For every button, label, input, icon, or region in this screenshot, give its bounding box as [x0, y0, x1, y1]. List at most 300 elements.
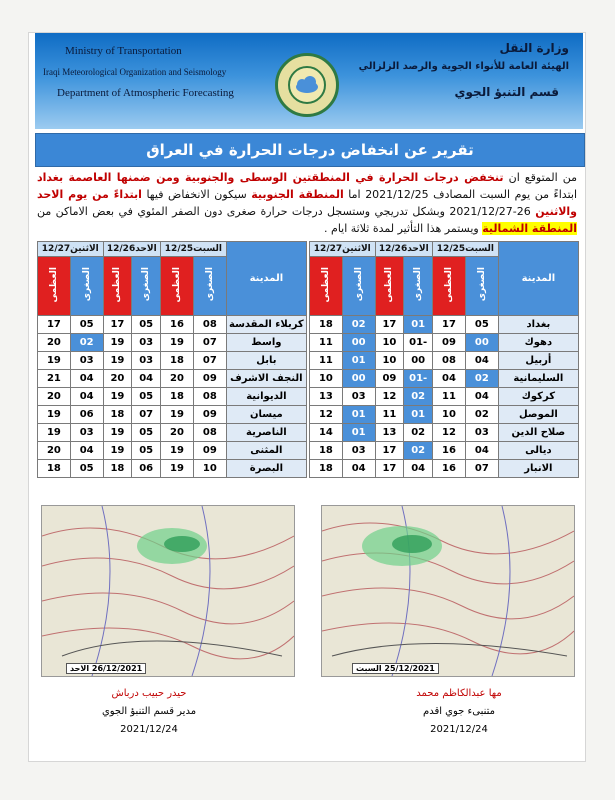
table-row — [38, 424, 307, 442]
temperature-cell — [342, 460, 375, 478]
temperature-value: 13 — [318, 391, 333, 402]
city-cell — [498, 406, 578, 424]
temperature-value: 09 — [202, 445, 217, 456]
temperature-value: 01 — [351, 355, 366, 366]
temperature-value: 11 — [441, 391, 456, 402]
body-emphasis: المنطقة الجنوبية — [251, 188, 344, 201]
temperature-value: 17 — [382, 319, 397, 330]
day-header-label: السبت12/25 — [436, 244, 494, 254]
temperature-value: 13 — [382, 427, 397, 438]
temperature-value: 02 — [79, 337, 94, 348]
temperature-cell — [310, 316, 343, 334]
temperature-cell — [132, 460, 161, 478]
min-label: الصغرى — [476, 267, 487, 302]
city-cell — [226, 442, 306, 460]
temperature-value: 18 — [110, 463, 125, 474]
temperature-value: 07 — [474, 463, 489, 474]
day-header-label: الاحد12/26 — [106, 244, 157, 254]
temperature-cell — [70, 460, 103, 478]
organization-ar: الهيئة العامة للأنواء الجوية والرصد الزلزالي — [358, 61, 569, 72]
temperature-value: 01 — [351, 409, 366, 420]
day-header — [38, 242, 104, 257]
temperature-cell — [404, 352, 433, 370]
temperature-value: 19 — [169, 463, 184, 474]
city-name: ميسان — [250, 409, 283, 420]
cloud-icon — [287, 65, 327, 105]
temperature-value: 21 — [46, 373, 61, 384]
temperature-value: 05 — [79, 463, 94, 474]
city-name: كربلاء المقدسة — [229, 319, 304, 330]
temperature-cell — [404, 388, 433, 406]
temperature-cell — [433, 388, 466, 406]
report-title: تقرير عن انخفاض درجات الحرارة في العراق — [35, 133, 585, 167]
temperature-cell — [193, 424, 226, 442]
temperature-cell — [103, 460, 132, 478]
temperature-value: 14 — [318, 427, 333, 438]
temperature-value: 18 — [169, 391, 184, 402]
max-label: العظمى — [48, 266, 59, 303]
temperature-cell — [70, 442, 103, 460]
temperature-cell — [433, 406, 466, 424]
temperature-value: 05 — [139, 391, 154, 402]
temperature-value: 12 — [318, 409, 333, 420]
temperature-cell — [404, 370, 433, 388]
temperature-value: 02 — [411, 391, 426, 402]
temperature-cell — [193, 406, 226, 424]
max-label: العظمى — [443, 266, 454, 303]
temperature-cell — [310, 442, 343, 460]
table-row — [38, 370, 307, 388]
city-name: الموصل — [519, 409, 558, 420]
temperature-value: 18 — [110, 409, 125, 420]
letterhead — [35, 33, 583, 129]
temperature-cell — [465, 424, 498, 442]
temperature-value: 07 — [202, 355, 217, 366]
temperature-cell — [38, 442, 71, 460]
temperature-value: 16 — [169, 319, 184, 330]
temperature-value: 08 — [202, 427, 217, 438]
temperature-cell — [161, 460, 194, 478]
temperature-cell — [465, 388, 498, 406]
temperature-value: 20 — [46, 337, 61, 348]
table-row — [310, 352, 579, 370]
city-name: الانبار — [524, 463, 553, 474]
temperature-value: 09 — [202, 409, 217, 420]
temperature-cell — [404, 460, 433, 478]
temperature-value: 01 — [411, 409, 426, 420]
day-header — [375, 242, 432, 257]
temperature-cell — [375, 406, 404, 424]
city-name: واسط — [251, 337, 282, 348]
temperature-cell — [433, 370, 466, 388]
temperature-cell — [342, 424, 375, 442]
temperature-cell — [433, 352, 466, 370]
city-cell — [226, 406, 306, 424]
max-temp-header — [375, 257, 404, 316]
signature-right — [359, 685, 559, 739]
city-header-label: المدينة — [521, 273, 556, 284]
temperature-value: 04 — [474, 391, 489, 402]
temperature-cell — [103, 370, 132, 388]
table-row — [38, 352, 307, 370]
temperature-cell — [161, 442, 194, 460]
temperature-value: 19 — [110, 391, 125, 402]
temperature-cell — [161, 406, 194, 424]
temperature-cell — [342, 334, 375, 352]
temperature-cell — [161, 370, 194, 388]
city-cell — [498, 370, 578, 388]
temperature-cell — [70, 352, 103, 370]
table-row — [38, 388, 307, 406]
temperature-value: 05 — [139, 427, 154, 438]
max-temp-header — [38, 257, 71, 316]
ministry-ar: وزارة النقل — [499, 41, 569, 55]
temperature-value: 02 — [474, 373, 489, 384]
city-cell — [498, 460, 578, 478]
pressure-map-image — [42, 506, 294, 676]
temperature-cell — [193, 442, 226, 460]
temperature-cell — [38, 370, 71, 388]
temperature-cell — [310, 406, 343, 424]
min-label: الصغرى — [353, 267, 364, 302]
city-name: ديالى — [525, 445, 552, 456]
temperature-cell — [375, 460, 404, 478]
temperature-cell — [70, 388, 103, 406]
city-name: البصرة — [249, 463, 283, 474]
temperature-cell — [193, 370, 226, 388]
temperature-value: 03 — [139, 337, 154, 348]
temperature-value: 02 — [351, 319, 366, 330]
temperature-cell — [161, 388, 194, 406]
temperature-value: 10 — [382, 355, 397, 366]
body-emphasis: ابتداءً من يوم الاحد والاثنين — [37, 188, 577, 218]
min-label: الصغرى — [204, 267, 215, 302]
temperature-value: 11 — [318, 355, 333, 366]
department-en: Department of Atmospheric Forecasting — [57, 87, 234, 99]
signer-name: حيدر حبيب درباش — [111, 688, 187, 699]
temperature-cell — [161, 352, 194, 370]
day-header-label: الاحد12/26 — [378, 244, 429, 254]
table-row — [38, 334, 307, 352]
temperature-value: 04 — [139, 373, 154, 384]
temperature-cell — [38, 424, 71, 442]
temperature-value: 19 — [169, 445, 184, 456]
temperature-value: 01 — [351, 427, 366, 438]
body-highlight: المنطقة الشمالية — [482, 222, 577, 235]
temperature-value: 19 — [46, 409, 61, 420]
temperature-value: 10 — [441, 409, 456, 420]
temperature-cell — [433, 460, 466, 478]
temperature-value: 08 — [202, 319, 217, 330]
max-label: العظمى — [171, 266, 182, 303]
temperature-cell — [375, 316, 404, 334]
temperature-cell — [310, 388, 343, 406]
temperature-value: 03 — [351, 391, 366, 402]
temperature-value: 18 — [46, 463, 61, 474]
temperature-cell — [70, 334, 103, 352]
temperature-value: 17 — [382, 445, 397, 456]
city-name: بغداد — [526, 319, 551, 330]
temperature-cell — [310, 370, 343, 388]
temperature-cell — [310, 424, 343, 442]
temperature-cell — [342, 316, 375, 334]
temperature-value: 19 — [110, 337, 125, 348]
temperature-value: 04 — [79, 391, 94, 402]
temperature-cell — [132, 316, 161, 334]
signer-name: مها عبدالكاظم محمد — [416, 688, 502, 699]
city-cell — [226, 460, 306, 478]
temperature-cell — [404, 424, 433, 442]
temperature-value: 20 — [169, 427, 184, 438]
temperature-cell — [161, 316, 194, 334]
signature-date: 2021/12/24 — [430, 724, 488, 735]
temperature-cell — [132, 424, 161, 442]
city-cell — [498, 334, 578, 352]
temperature-value: 00 — [411, 355, 426, 366]
temperature-cell — [103, 334, 132, 352]
city-header-label: المدينة — [249, 273, 284, 284]
table-row — [310, 424, 579, 442]
body-part: سيكون الانخفاض فيها — [141, 188, 252, 201]
temperature-cell — [132, 370, 161, 388]
temperature-cell — [465, 406, 498, 424]
max-temp-header — [103, 257, 132, 316]
signature-left — [49, 685, 249, 739]
table-row — [310, 442, 579, 460]
temperature-cell — [38, 388, 71, 406]
temperature-value: 06 — [139, 463, 154, 474]
signer-role: مدير قسم التنبؤ الجوي — [101, 706, 197, 717]
city-name: بابل — [256, 355, 277, 366]
temperature-cell — [375, 424, 404, 442]
max-label: العظمى — [384, 266, 395, 303]
max-label: العظمى — [112, 266, 123, 303]
temperature-cell — [342, 370, 375, 388]
temperature-cell — [310, 334, 343, 352]
day-header-label: الاثنين12/27 — [41, 244, 99, 254]
temperature-value: -01 — [409, 337, 428, 348]
temperature-table-right — [309, 241, 579, 478]
temperature-cell — [342, 388, 375, 406]
temperature-cell — [132, 406, 161, 424]
temperature-cell — [433, 316, 466, 334]
temperature-value: 03 — [139, 355, 154, 366]
temperature-cell — [70, 424, 103, 442]
temperature-value: 02 — [411, 427, 426, 438]
temperature-value: 17 — [382, 463, 397, 474]
temperature-value: 01 — [411, 319, 426, 330]
map-date-label: 25/12/2021 السبت — [352, 663, 439, 674]
temperature-value: 18 — [169, 355, 184, 366]
temperature-cell — [404, 442, 433, 460]
signer-role: متنبىء جوي اقدم — [423, 706, 495, 717]
city-cell — [226, 352, 306, 370]
temperature-value: 03 — [79, 355, 94, 366]
temperature-cell — [342, 406, 375, 424]
temperature-cell — [103, 316, 132, 334]
temperature-value: 11 — [318, 337, 333, 348]
body-emphasis: تنخفض درجات الحرارة في المنطقتين الوسطى والجنوبية ومن ضمنها العاصمة بغداد — [37, 171, 504, 184]
temperature-value: 04 — [474, 355, 489, 366]
table-row — [310, 370, 579, 388]
temperature-cell — [161, 424, 194, 442]
body-part: ويستمر هذا التأثير لمدة ثلاثة ايام . — [324, 222, 483, 235]
temperature-value: 19 — [110, 445, 125, 456]
temperature-cell — [38, 352, 71, 370]
city-name: دهوك — [524, 337, 553, 348]
city-column-header — [498, 242, 578, 316]
temperature-value: 04 — [441, 373, 456, 384]
table-row — [310, 334, 579, 352]
day-header — [433, 242, 499, 257]
temperature-value: 04 — [411, 463, 426, 474]
temperature-cell — [132, 442, 161, 460]
temperature-value: 08 — [441, 355, 456, 366]
temperature-cell — [161, 334, 194, 352]
city-cell — [498, 424, 578, 442]
temperature-value: 07 — [139, 409, 154, 420]
temperature-cell — [375, 442, 404, 460]
temperature-value: 19 — [169, 337, 184, 348]
temperature-cell — [465, 370, 498, 388]
ministry-en: Ministry of Transportation — [65, 45, 182, 57]
temperature-cell — [103, 388, 132, 406]
map-date-label: 26/12/2021 الاحد — [66, 663, 146, 674]
temperature-value: 05 — [79, 319, 94, 330]
table-row — [38, 460, 307, 478]
day-header — [310, 242, 376, 257]
temperature-value: 00 — [351, 337, 366, 348]
temperature-value: 04 — [79, 373, 94, 384]
city-cell — [498, 316, 578, 334]
table-row — [38, 316, 307, 334]
city-cell — [498, 352, 578, 370]
city-name: النجف الاشرف — [230, 373, 303, 384]
temperature-value: 03 — [474, 427, 489, 438]
temperature-cell — [38, 460, 71, 478]
city-cell — [226, 334, 306, 352]
temperature-value: 19 — [110, 427, 125, 438]
max-temp-header — [433, 257, 466, 316]
temperature-value: 04 — [351, 463, 366, 474]
temperature-cell — [375, 388, 404, 406]
city-cell — [226, 424, 306, 442]
table-row — [310, 316, 579, 334]
min-temp-header — [132, 257, 161, 316]
city-column-header — [226, 242, 306, 316]
temperature-value: 20 — [110, 373, 125, 384]
temperature-value: 04 — [474, 445, 489, 456]
temperature-value: 18 — [318, 319, 333, 330]
table-row — [38, 442, 307, 460]
city-name: صلاح الدين — [511, 427, 566, 438]
max-temp-header — [161, 257, 194, 316]
day-header-label: الاثنين12/27 — [313, 244, 371, 254]
organization-en: Iraqi Meteorological Organization and Seismology — [43, 67, 227, 77]
organization-logo — [275, 53, 339, 117]
table-row — [38, 406, 307, 424]
temperature-cell — [193, 334, 226, 352]
temperature-cell — [38, 334, 71, 352]
body-part: من المتوقع ان — [503, 171, 577, 184]
weather-map-saturday — [321, 505, 575, 677]
temperature-value: 18 — [318, 445, 333, 456]
city-cell — [226, 316, 306, 334]
table-row — [310, 406, 579, 424]
temperature-cell — [310, 460, 343, 478]
temperature-cell — [342, 352, 375, 370]
temperature-cell — [70, 406, 103, 424]
temperature-value: 03 — [351, 445, 366, 456]
temperature-value: 05 — [139, 319, 154, 330]
temperature-cell — [38, 316, 71, 334]
temperature-cell — [433, 442, 466, 460]
temperature-cell — [465, 352, 498, 370]
temperature-value: 09 — [441, 337, 456, 348]
temperature-value: 19 — [46, 427, 61, 438]
temperature-value: 09 — [382, 373, 397, 384]
day-header — [161, 242, 227, 257]
temperature-value: 08 — [202, 391, 217, 402]
min-label: الصغرى — [413, 267, 424, 302]
city-name: أربيل — [525, 355, 552, 366]
temperature-value: 20 — [46, 445, 61, 456]
min-temp-header — [342, 257, 375, 316]
temperature-cell — [103, 442, 132, 460]
temperature-cell — [310, 352, 343, 370]
temperature-cell — [132, 352, 161, 370]
table-row — [310, 460, 579, 478]
temperature-value: 09 — [202, 373, 217, 384]
min-label: الصغرى — [141, 267, 152, 302]
temperature-value: 17 — [441, 319, 456, 330]
table-row — [310, 388, 579, 406]
temperature-cell — [404, 334, 433, 352]
temperature-cell — [465, 334, 498, 352]
temperature-cell — [70, 370, 103, 388]
temperature-value: 00 — [351, 373, 366, 384]
temperature-value: 16 — [441, 445, 456, 456]
temperature-value: 02 — [474, 409, 489, 420]
temperature-cell — [70, 316, 103, 334]
temperature-value: 07 — [202, 337, 217, 348]
temperature-value: 04 — [79, 445, 94, 456]
temperature-table-left — [37, 241, 307, 478]
temperature-cell — [103, 352, 132, 370]
pressure-map-image — [322, 506, 574, 676]
temperature-cell — [375, 352, 404, 370]
temperature-value: 17 — [46, 319, 61, 330]
temperature-value: 02 — [411, 445, 426, 456]
temperature-value: -01 — [409, 373, 428, 384]
temperature-cell — [193, 352, 226, 370]
temperature-value: 10 — [382, 337, 397, 348]
city-cell — [226, 388, 306, 406]
temperature-cell — [103, 424, 132, 442]
day-header-label: السبت12/25 — [164, 244, 222, 254]
temperature-cell — [433, 334, 466, 352]
day-header — [103, 242, 160, 257]
temperature-value: 11 — [382, 409, 397, 420]
city-cell — [226, 370, 306, 388]
temperature-cell — [375, 334, 404, 352]
temperature-value: 00 — [474, 337, 489, 348]
temperature-value: 18 — [318, 463, 333, 474]
temperature-value: 12 — [441, 427, 456, 438]
signature-date: 2021/12/24 — [120, 724, 178, 735]
temperature-value: 17 — [110, 319, 125, 330]
temperature-cell — [193, 388, 226, 406]
